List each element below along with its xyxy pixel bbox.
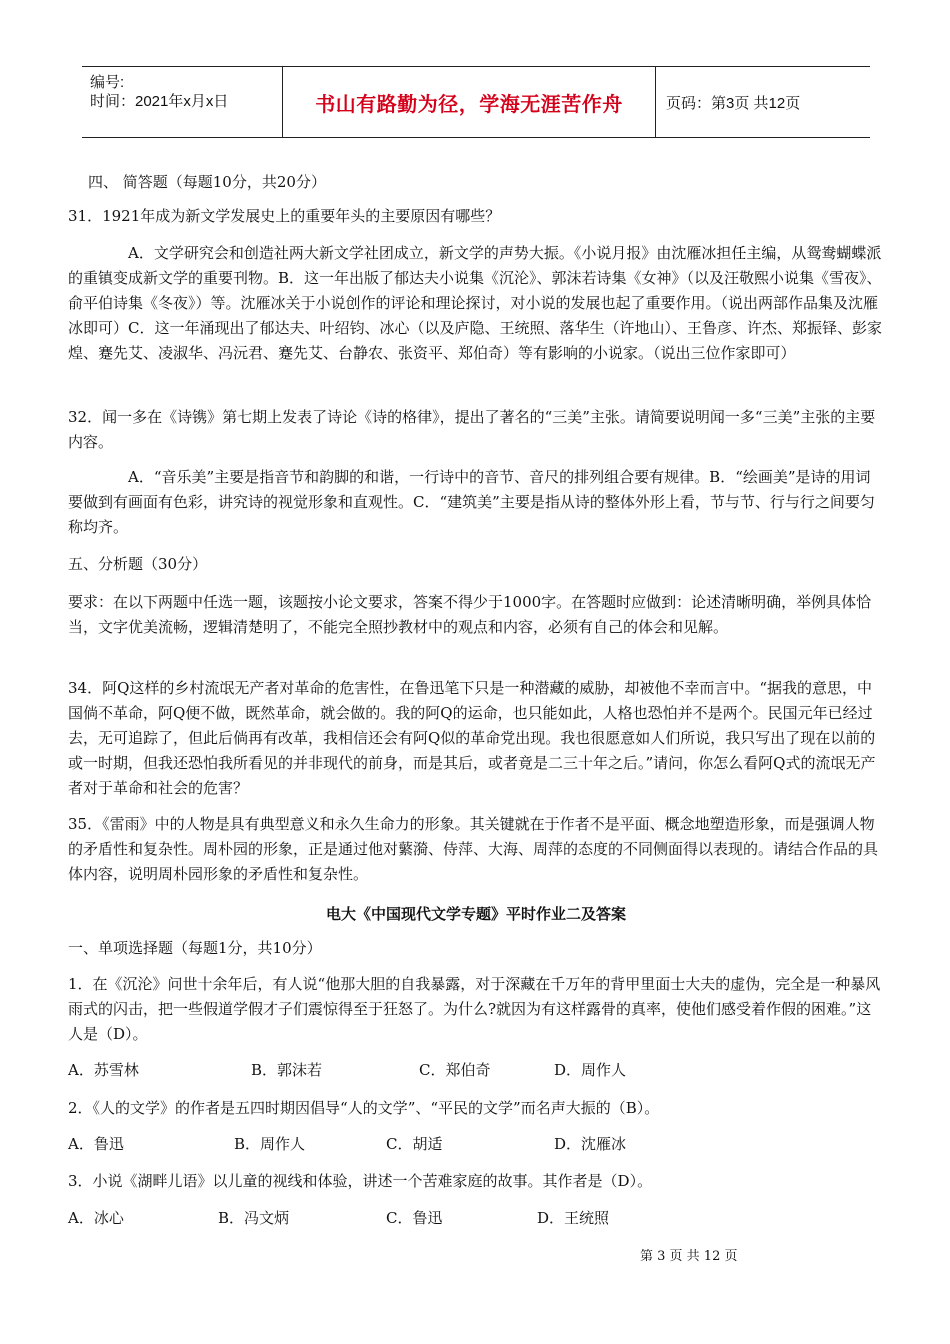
question-2: 2．《人的文学》的作者是五四时期因倡导“人的文学”、“平民的文学”而名声大振的（B）。 xyxy=(68,1099,660,1117)
option-c: C．鲁迅 xyxy=(386,1209,443,1227)
section-5-title: 五、分析题（30分） xyxy=(68,555,208,573)
option-d: D．周作人 xyxy=(554,1061,627,1079)
section-5-requirements: 要求：在以下两题中任选一题，该题按小论文要求，答案不得少于1000字。在答题时应做到：论述清晰明确，举例具体恰当，文字优美流畅，逻辑清楚明了，不能完全照抄教材中的观点和内容，必须有自己的体会和见解。 xyxy=(68,593,872,636)
option-d: D．沈雁冰 xyxy=(554,1135,627,1153)
option-a: A．鲁迅 xyxy=(68,1135,124,1153)
answer-31: A．文学研究会和创造社两大新文学社团成立，新文学的声势大振。《小说月报》由沈雁冰担任主编，从鸳鸯蝴蝶派的重镇变成新文学的重要刊物。B．这一年出版了郁达夫小说集《沉沦》、郭沫若诗集《女神》（以及汪敬熙小说集《雪夜》、俞平伯诗集《冬夜》）等。沈雁冰关于小说创作的评论和理论探讨，对小说的发展也起了重要作用。（说出两部作品集及沈雁冰即可）C．这一年涌现出了郁达夫、叶绍钧、冰心（以及庐隐、王统照、落华生（许地山）、王鲁彦、许杰、郑振铎、彭家煌、蹇先艾、凌淑华、冯沅君、蹇先艾、台静农、张资平、郑伯奇）等有影响的小说家。（说出三位作家即可） xyxy=(68,244,882,362)
question-1: 1．在《沉沦》问世十余年后，有人说“他那大胆的自我暴露，对于深藏在千万年的背甲里面士大夫的虚伪，完全是一种暴风雨式的闪击，把一些假道学假才子们震惊得至于狂怒了。为什么?就因为有这样露骨的真率，使他们感受着作假的困难。”这人是（D）。 xyxy=(68,975,881,1043)
date-label: 时间：2021年x月x日 xyxy=(90,93,229,110)
question-3: 3．小说《湖畔儿语》以儿童的视线和体验，讲述一个苦难家庭的故事。其作者是（D）。 xyxy=(68,1172,653,1190)
number-label: 编号: xyxy=(90,74,125,91)
question-32: 32．闻一多在《诗镌》第七期上发表了诗论《诗的格律》，提出了著名的“三美”主张。请简要说明闻一多“三美”主张的主要内容。 xyxy=(68,408,876,451)
page-info: 页码：第3页 共12页 xyxy=(666,94,801,112)
section-4-title: 四、 简答题（每题10分，共20分） xyxy=(88,173,326,191)
answer-32: A．“音乐美”主要是指音节和韵脚的和谐，一行诗中的音节、音尺的排列组合要有规律。B．“绘画美”是诗的用词要做到有画面有色彩，讲究诗的视觉形象和直观性。C．“建筑美”主要是指从诗的整体外形上看，节与节、行与行之间要匀称均齐。 xyxy=(68,468,875,536)
part-2-title: 电大《中国现代文学专题》平时作业二及答案 xyxy=(325,905,626,923)
option-c: C．郑伯奇 xyxy=(419,1061,491,1079)
section-1-title: 一、单项选择题（每题1分，共10分） xyxy=(68,939,322,957)
page-footer: 第 3 页 共 12 页 xyxy=(640,1249,738,1264)
header-left-cell xyxy=(82,67,282,137)
option-c: C．胡适 xyxy=(386,1135,443,1153)
question-35: 35．《雷雨》中的人物是具有典型意义和永久生命力的形象。其关键就在于作者不是平面、概念地塑造形象，而是强调人物的矛盾性和复杂性。周朴园的形象，正是通过他对蘩漪、侍萍、大海、周萍的态度的不同侧面得以表现的。请结合作品的具体内容，说明周朴园形象的矛盾性和复杂性。 xyxy=(68,815,879,883)
question-34: 34．阿Q这样的乡村流氓无产者对革命的危害性，在鲁迅笔下只是一种潜藏的威胁，却被他不幸而言中。“据我的意思，中国倘不革命，阿Q便不做，既然革命，就会做的。我的阿Q的运命，也只能如此，人格也恐怕并不是两个。民国元年已经过去，无可追踪了，但此后倘再有改革，我相信还会有阿Q似的革命党出现。我也很愿意如人们所说，我只写出了现在以前的或一时期，但我还恐怕我所看见的并非现代的前身，而是其后，或者竟是二三十年之后。”请问，你怎么看阿Q式的流氓无产者对于革命和社会的危害？ xyxy=(68,679,876,797)
option-b: B．郭沫若 xyxy=(251,1061,323,1079)
question-31: 31．1921年成为新文学发展史上的重要年头的主要原因有哪些？ xyxy=(68,207,501,225)
motto: 书山有路勤为径，学海无涯苦作舟 xyxy=(282,67,656,137)
option-b: B．周作人 xyxy=(234,1135,306,1153)
page-header-table xyxy=(82,66,870,138)
option-a: A．冰心 xyxy=(68,1209,124,1227)
option-b: B．冯文炳 xyxy=(218,1209,290,1227)
option-a: A．苏雪林 xyxy=(68,1061,139,1079)
option-d: D．王统照 xyxy=(537,1209,610,1227)
